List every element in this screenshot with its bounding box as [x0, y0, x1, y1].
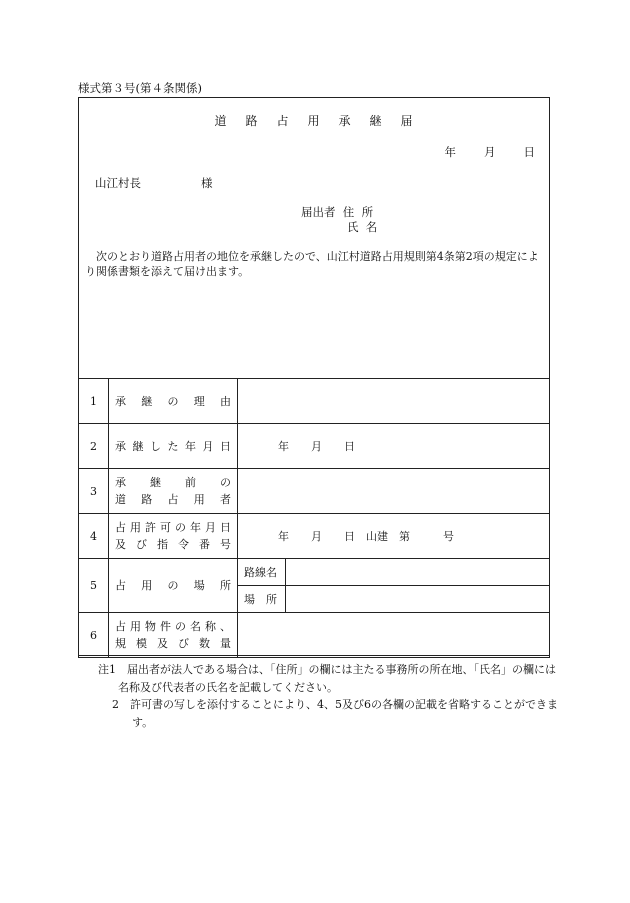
date-month: 月	[484, 145, 496, 159]
title-char: 用	[307, 114, 321, 128]
label-line: 及び指令番号	[115, 538, 231, 551]
label-line: 承継した年月日	[115, 439, 231, 453]
route-name-field[interactable]	[286, 559, 550, 586]
title-char: 継	[369, 114, 383, 128]
form-frame	[78, 97, 550, 656]
label-line: 占 用 の 場 所	[115, 579, 231, 592]
date-day: 日	[523, 145, 535, 159]
row-label	[109, 559, 238, 613]
label-line: 占用物件の名称、	[115, 620, 231, 633]
row-label	[109, 469, 238, 514]
title-char: 道	[214, 114, 228, 128]
place-label: 場 所	[238, 586, 286, 613]
row-number: 1	[79, 379, 109, 424]
table-row	[79, 613, 550, 658]
form-title	[79, 112, 549, 129]
row-number: 4	[79, 514, 109, 559]
label-line: 承 継 の 理 由	[115, 394, 231, 408]
table-row	[79, 469, 550, 514]
addressee: 山江村長	[95, 176, 141, 190]
table-row	[79, 514, 550, 559]
notes	[98, 661, 558, 731]
date-year: 年	[444, 145, 456, 159]
row-label	[109, 613, 238, 658]
label-line: 規模及び数量	[115, 637, 231, 650]
label-line: 道 路 占 用 者	[115, 493, 231, 506]
place-field[interactable]	[286, 586, 550, 613]
table-row	[79, 379, 550, 424]
row-label	[109, 379, 238, 424]
succession-date-field[interactable]: 年 月 日	[238, 424, 550, 469]
notifier-block	[301, 205, 377, 235]
previous-occupant-field[interactable]	[238, 469, 550, 514]
permit-info-field[interactable]: 年 月 日 山建 第 号	[238, 514, 550, 559]
form-number-label: 様式第３号(第４条関係)	[78, 81, 202, 95]
row-label	[109, 424, 238, 469]
note-1: 注1 届出者が法人である場合は、「住所」の欄には主たる事務所の所在地、「氏名」の欄には名称及び代表者の氏名を記載してください。	[98, 663, 556, 694]
submission-date	[417, 144, 536, 160]
succession-reason-field[interactable]	[238, 379, 550, 424]
title-char: 路	[245, 114, 259, 128]
honorific: 様	[201, 176, 213, 190]
route-name-label: 路線名	[238, 559, 286, 586]
body-text: 次のとおり道路占用者の地位を承継したので、山江村道路占用規則第4条第2項の規定により関係書類を添えて届け出ます。	[85, 250, 539, 278]
row-number: 5	[79, 559, 109, 613]
row-number: 2	[79, 424, 109, 469]
table-row	[79, 559, 550, 586]
note-2: 2 許可書の写しを添付することにより、4、5及び6の各欄の記載を省略することができます。	[112, 698, 558, 729]
row-label	[109, 514, 238, 559]
notifier-address-label: 届出者 住 所	[301, 205, 374, 219]
title-char: 占	[276, 114, 290, 128]
title-char: 承	[338, 114, 352, 128]
label-line: 占用許可の年月日	[115, 521, 231, 534]
object-details-field[interactable]	[238, 613, 550, 658]
row-number: 3	[79, 469, 109, 514]
table-row	[79, 424, 550, 469]
label-line: 承 継 前 の	[115, 476, 231, 489]
notifier-name-label: 氏 名	[347, 220, 378, 234]
items-table	[78, 378, 550, 658]
row-number: 6	[79, 613, 109, 658]
title-char: 届	[400, 114, 414, 128]
